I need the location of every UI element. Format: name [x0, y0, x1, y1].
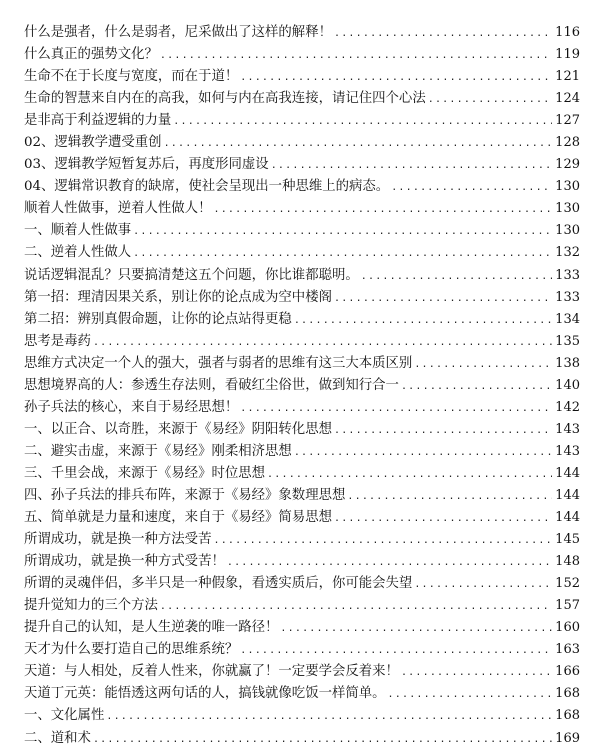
toc-entry-page-number: 140 [555, 377, 580, 393]
toc-entry[interactable] [24, 44, 580, 66]
table-of-contents [24, 22, 580, 750]
toc-entry-title: 第二招：辨别真假命题，让你的论点站得更稳 [24, 311, 292, 327]
toc-entry-title: 生命不在于长度与宽度，而在于道！ [24, 69, 239, 85]
toc-entry-title: 二、避实击虚，来源于《易经》刚柔相济思想 [24, 443, 292, 459]
toc-entry-page-number: 143 [555, 443, 580, 459]
toc-entry-title: 二、道和术 [24, 730, 91, 746]
toc-entry-page-number: 144 [555, 465, 580, 481]
toc-entry[interactable] [24, 397, 580, 419]
toc-entry[interactable] [24, 551, 580, 573]
toc-leader-dots [133, 221, 552, 243]
toc-entry-title: 思维方式决定一个人的强大，强者与弱者的思维有这三大本质区别 [24, 355, 413, 371]
toc-leader-dots [240, 640, 552, 662]
toc-entry-page-number: 145 [555, 532, 580, 548]
toc-entry-title: 天才为什么要打造自己的思维系统？ [24, 642, 239, 658]
toc-entry-page-number: 134 [555, 311, 580, 327]
toc-entry-title: 提升觉知力的三个方法 [24, 598, 158, 614]
toc-entry[interactable] [24, 287, 580, 309]
toc-leader-dots [267, 464, 552, 486]
toc-entry-page-number: 128 [555, 135, 580, 151]
toc-leader-dots [227, 552, 552, 574]
toc-entry[interactable] [24, 176, 580, 198]
toc-entry-page-number: 130 [555, 223, 580, 239]
toc-entry-title: 一、以正合、以奇胜，来源于《易经》阴阳转化思想 [24, 421, 332, 437]
toc-entry[interactable] [24, 573, 580, 595]
toc-leader-dots [428, 89, 552, 111]
toc-entry[interactable] [24, 265, 580, 287]
toc-leader-dots [294, 310, 552, 332]
toc-entry[interactable] [24, 66, 580, 88]
toc-entry-title: 02、逻辑教学遭受重创 [24, 135, 162, 151]
toc-entry-page-number: 124 [555, 91, 580, 107]
toc-leader-dots [173, 111, 552, 133]
toc-entry-page-number: 144 [555, 510, 580, 526]
toc-entry-title: 什么真正的强势文化？ [24, 47, 158, 63]
toc-entry-title: 二、逆着人性做人 [24, 245, 132, 261]
toc-entry-title: 是非高于利益逻辑的力量 [24, 113, 172, 129]
toc-entry-title: 所谓成功，就是换一种方法受苦 [24, 532, 212, 548]
toc-entry-title: 一、文化属性 [24, 708, 105, 724]
toc-entry-title: 三、千里会战，来源于《易经》时位思想 [24, 465, 266, 481]
toc-leader-dots [160, 45, 552, 67]
toc-entry[interactable] [24, 309, 580, 331]
toc-entry-page-number: 168 [555, 708, 580, 724]
toc-entry[interactable] [24, 463, 580, 485]
toc-entry-title: 什么是强者，什么是弱者，尼采做出了这样的解释！ [24, 25, 332, 40]
toc-entry-page-number: 143 [555, 421, 580, 437]
toc-entry-title: 思想境界高的人：参透生存法则，看破红尘俗世，做到知行合一 [24, 377, 399, 393]
toc-entry[interactable] [24, 485, 580, 507]
toc-entry-title: 04、逻辑常识教育的缺席，使社会呈现出一种思维上的病态。 [24, 179, 390, 195]
toc-entry-page-number: 127 [555, 113, 580, 129]
toc-entry-page-number: 144 [555, 487, 580, 503]
toc-entry-page-number: 148 [555, 554, 580, 570]
toc-entry[interactable] [24, 198, 580, 220]
toc-leader-dots [164, 133, 552, 155]
toc-leader-dots [160, 596, 552, 618]
toc-entry[interactable] [24, 529, 580, 551]
toc-entry-page-number: 166 [555, 664, 580, 680]
toc-entry[interactable] [24, 617, 580, 639]
toc-entry-title: 天道：与人相处，反着人性来，你就赢了！一定要学会反着来！ [24, 664, 399, 680]
toc-entry-page-number: 129 [555, 157, 580, 173]
toc-entry-page-number: 119 [555, 47, 580, 63]
toc-leader-dots [414, 354, 552, 376]
toc-entry[interactable] [24, 88, 580, 110]
toc-entry-title: 03、逻辑教学短暂复苏后，再度形同虚设 [24, 157, 269, 173]
toc-entry-page-number: 130 [555, 201, 580, 217]
toc-leader-dots [388, 684, 552, 706]
toc-entry-page-number: 130 [555, 179, 580, 195]
toc-entry[interactable] [24, 661, 580, 683]
toc-entry-page-number: 132 [555, 245, 580, 261]
toc-entry-page-number: 121 [555, 69, 580, 85]
toc-entry-page-number: 152 [555, 576, 580, 592]
toc-entry[interactable] [24, 220, 580, 242]
toc-entry-title: 所谓的灵魂伴侣，多半只是一种假象，看透实质后，你可能会失望 [24, 576, 413, 592]
toc-leader-dots [347, 486, 552, 508]
toc-entry[interactable] [24, 22, 580, 44]
toc-leader-dots [213, 199, 552, 221]
toc-leader-dots [93, 332, 552, 354]
toc-entry-page-number: 116 [555, 25, 580, 40]
toc-entry[interactable] [24, 419, 580, 441]
toc-entry-title: 所谓成功，就是换一种方式受苦！ [24, 554, 225, 570]
toc-entry-page-number: 163 [555, 642, 580, 658]
toc-entry[interactable] [24, 242, 580, 264]
toc-leader-dots [240, 398, 552, 420]
toc-leader-dots [271, 155, 552, 177]
toc-entry-title: 四、孙子兵法的排兵布阵，来源于《易经》象数理思想 [24, 487, 346, 503]
toc-entry[interactable] [24, 507, 580, 529]
toc-entry-page-number: 160 [555, 620, 580, 636]
toc-leader-dots [213, 530, 552, 552]
toc-leader-dots [334, 420, 552, 442]
toc-entry-title: 说话逻辑混乱？只要搞清楚这五个问题，你比谁都聪明。 [24, 267, 359, 283]
toc-entry[interactable] [24, 154, 580, 176]
toc-entry-page-number: 157 [555, 598, 580, 614]
toc-leader-dots [334, 288, 552, 310]
toc-entry[interactable] [24, 639, 580, 661]
toc-entry[interactable] [24, 705, 580, 727]
toc-leader-dots [361, 266, 552, 288]
toc-entry[interactable] [24, 331, 580, 353]
toc-entry[interactable] [24, 683, 580, 705]
toc-leader-dots [294, 442, 552, 464]
toc-leader-dots [106, 706, 552, 728]
toc-entry-title: 一、顺着人性做事 [24, 223, 132, 239]
toc-entry-page-number: 133 [555, 289, 580, 305]
toc-entry-title: 生命的智慧来自内在的高我，如何与内在高我连接，请记住四个心法 [24, 91, 426, 107]
toc-leader-dots [414, 574, 552, 596]
toc-entry-title: 五、简单就是力量和速度，来自于《易经》简易思想 [24, 510, 332, 526]
toc-entry-title: 孙子兵法的核心，来自于易经思想！ [24, 399, 239, 415]
toc-entry[interactable] [24, 728, 580, 750]
toc-leader-dots [93, 729, 552, 751]
toc-leader-dots [401, 662, 552, 684]
toc-entry-title: 提升自己的认知，是人生逆袭的唯一路径！ [24, 620, 279, 636]
toc-entry-title: 第一招：理清因果关系，别让你的论点成为空中楼阁 [24, 289, 332, 305]
toc-entry-page-number: 133 [555, 267, 580, 283]
toc-entry[interactable] [24, 110, 580, 132]
toc-entry-page-number: 142 [555, 399, 580, 415]
toc-entry[interactable] [24, 375, 580, 397]
toc-leader-dots [280, 618, 552, 640]
toc-entry-title: 天道丁元英：能悟透这两句话的人，搞钱就像吃饭一样简单。 [24, 686, 386, 702]
toc-leader-dots [401, 376, 552, 398]
toc-entry-title: 顺着人性做事，逆着人性做人！ [24, 201, 212, 217]
toc-entry-page-number: 135 [555, 333, 580, 349]
toc-leader-dots [334, 23, 552, 45]
toc-entry[interactable] [24, 441, 580, 463]
toc-entry-page-number: 169 [555, 730, 580, 746]
toc-entry-page-number: 168 [555, 686, 580, 702]
toc-entry-title: 思考是毒药 [24, 333, 91, 349]
toc-entry[interactable] [24, 132, 580, 154]
toc-leader-dots [133, 243, 552, 265]
toc-entry[interactable] [24, 353, 580, 375]
toc-leader-dots [334, 508, 552, 530]
toc-entry-page-number: 138 [555, 355, 580, 371]
toc-leader-dots [391, 177, 552, 199]
toc-leader-dots [240, 67, 552, 89]
toc-entry[interactable] [24, 595, 580, 617]
